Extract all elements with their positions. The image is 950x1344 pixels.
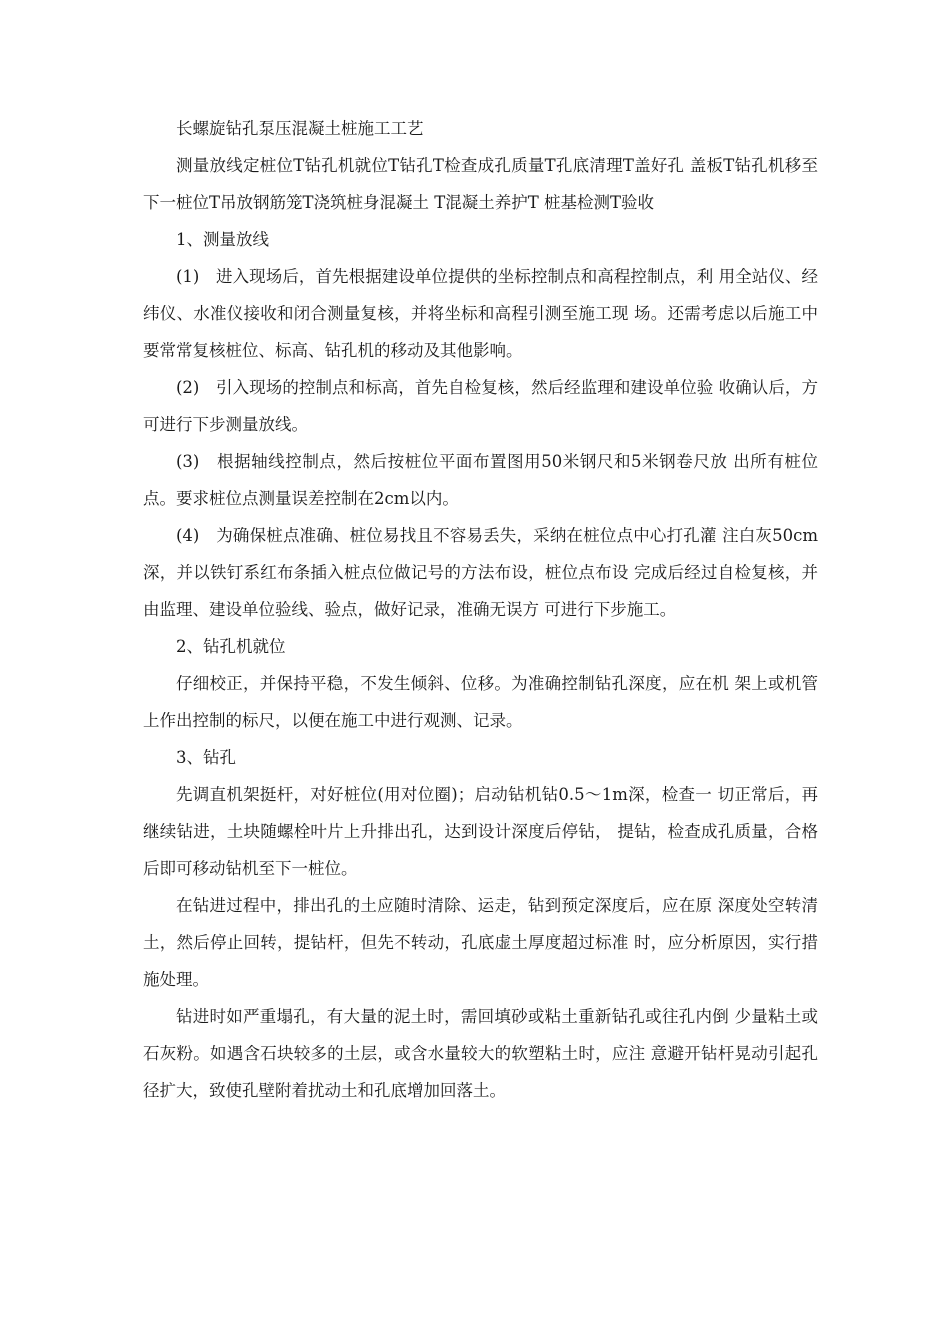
document-body (143, 110, 818, 1109)
paragraph-3-1: 先调直机架挺杆，对好桩位(用对位圈)；启动钻机钻0.5〜1m深，检查一 切正常后，再继续钻进，土块随螺栓叶片上升排出孔，达到设计深度后停钻， 提钻，检查成孔质量，合格后即可移动钻机至下一桩位。 (143, 785, 818, 878)
process-flow-paragraph: 测量放线定桩位T钻孔机就位T钻孔T检查成孔质量T孔底清理T盖好孔 盖板T钻孔机移至下一桩位T吊放钢筋笼T浇筑桩身混凝土 T混凝土养护T 桩基检测T验收 (143, 156, 818, 212)
paragraph-1-1: (1) 进入现场后，首先根据建设单位提供的坐标控制点和高程控制点，利 用全站仪、经纬仪、水准仪接收和闭合测量复核，并将坐标和高程引测至施工现 场。还需考虑以后施工中要常常复核桩位、标高、钻孔机的移动及其他影响。 (143, 267, 818, 360)
paragraph-2: 仔细校正，并保持平稳，不发生倾斜、位移。为准确控制钻孔深度，应在机 架上或机管上作出控制的标尺，以便在施工中进行观测、记录。 (143, 674, 818, 730)
section-heading-1: 1、测量放线 (176, 230, 269, 249)
paragraph-1-4: (4) 为确保桩点准确、桩位易找且不容易丢失，采纳在桩位点中心打孔灌 注白灰50cm深，并以铁钉系红布条插入桩点位做记号的方法布设，桩位点布设 完成后经过自检复核，并由监理、建设单位验线、验点，做好记录，准确无误方 可进行下步施工。 (143, 526, 818, 619)
section-heading-3: 3、钻孔 (176, 748, 236, 767)
paragraph-3-2: 在钻进过程中，排出孔的土应随时清除、运走，钻到预定深度后，应在原 深度处空转清土，然后停止回转，提钻杆，但先不转动，孔底虚土厚度超过标准 时，应分析原因，实行措施处理。 (143, 896, 818, 989)
paragraph-1-2: (2) 引入现场的控制点和标高，首先自检复核，然后经监理和建设单位验 收确认后，方可进行下步测量放线。 (143, 378, 818, 434)
paragraph-3-3: 钻进时如严重塌孔，有大量的泥土时，需回填砂或粘土重新钻孔或往孔内倒 少量粘土或石灰粉。如遇含石块较多的土层，或含水量较大的软塑粘土时，应注 意避开钻杆晃动引起孔径扩大，致使孔壁附着扰动土和孔底增加回落土。 (143, 1007, 818, 1100)
document-title: 长螺旋钻孔泵压混凝土桩施工工艺 (176, 119, 424, 138)
paragraph-1-3: (3) 根据轴线控制点，然后按桩位平面布置图用50米钢尺和5米钢卷尺放 出所有桩位点。要求桩位点测量误差控制在2cm以内。 (143, 452, 818, 508)
section-heading-2: 2、钻孔机就位 (176, 637, 286, 656)
